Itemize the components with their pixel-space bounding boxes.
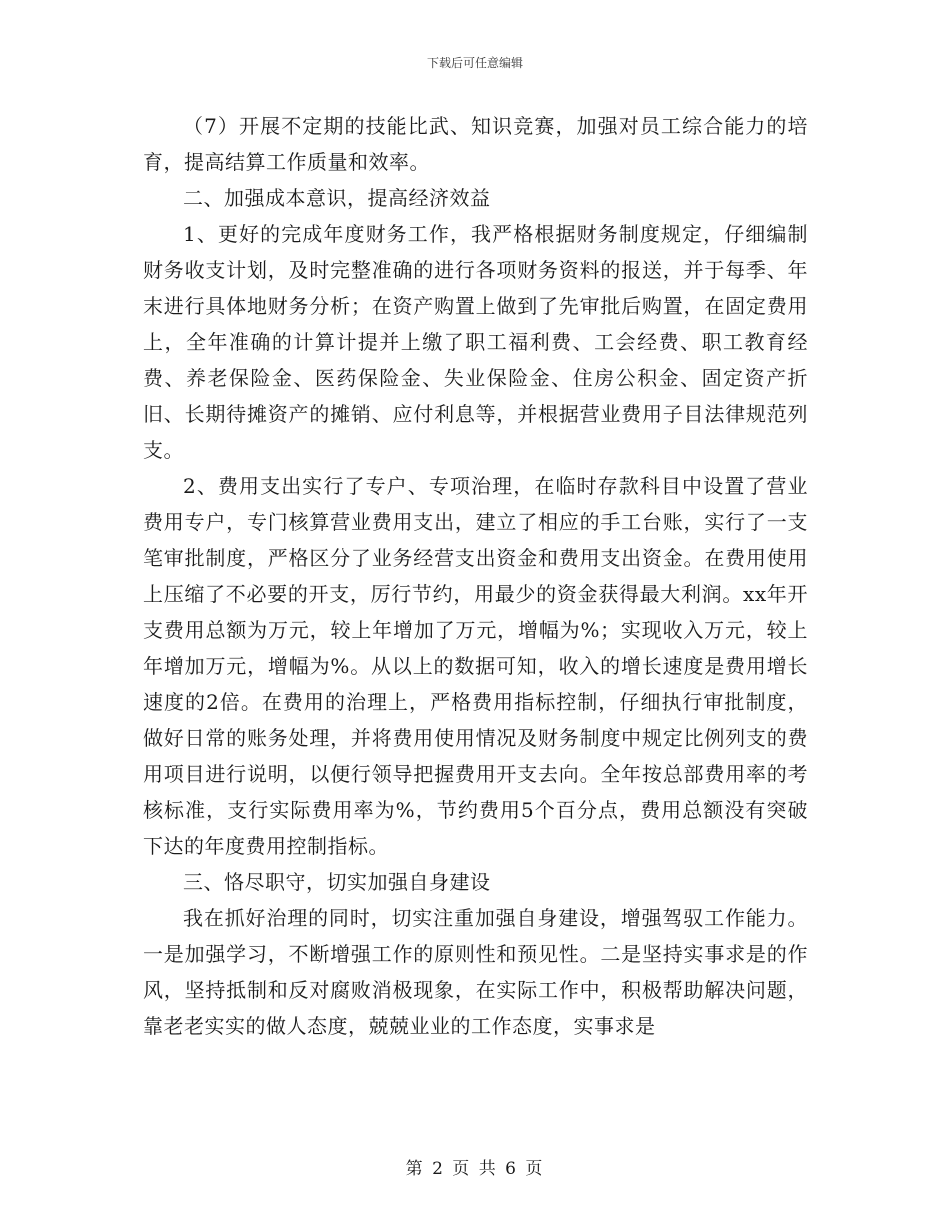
page-number: 第 2 页 共 6 页 — [405, 1159, 545, 1179]
paragraph-training: （7）开展不定期的技能比武、知识竞赛，加强对员工综合能力的培育，提高结算工作质量和效率。 — [143, 114, 808, 174]
paragraph-expense-management: 2、费用支出实行了专户、专项治理，在临时存款科目中设置了营业费用专户，专门核算营业费用支出，建立了相应的手工台账，实行了一支笔审批制度，严格区分了业务经营支出资金和费用支出资金。在费用使用上压缩了不必要的开支，厉行节约，用最少的资金获得最大利润。xx年开支费用总额为万元，较上年增加了万元，增幅为%；实现收入万元，较上年增加万元，增幅为%。从以上的数据可知，收入的增长速度是费用增长速度的2倍。在费用的治理上，严格费用指标控制，仔细执行审批制度，做好日常的账务处理，并将费用使用情况及财务制度中规定比例列支的费用项目进行说明，以便行领导把握费用开支去向。全年按总部费用率的考核标准，支行实际费用率为%，节约费用5个百分点，费用总额没有突破下达的年度费用控制指标。 — [143, 474, 808, 858]
section-heading-cost: 二、加强成本意识，提高经济效益 — [183, 186, 491, 210]
document-body — [143, 108, 808, 1044]
header-note: 下载后可任意编辑 — [426, 56, 523, 70]
section-heading-self-building: 三、恪尽职守，切实加强自身建设 — [183, 870, 491, 894]
paragraph-finance-work: 1、更好的完成年度财务工作，我严格根据财务制度规定，仔细编制财务收支计划，及时完整准确的进行各项财务资料的报送，并于每季、年末进行具体地财务分析；在资产购置上做到了先审批后购置，在固定费用上，全年准确的计算计提并上缴了职工福利费、工会经费、职工教育经费、养老保险金、医药保险金、失业保险金、住房公积金、固定资产折旧、长期待摊资产的摊销、应付利息等，并根据营业费用子目法律规范列支。 — [143, 222, 808, 462]
paragraph-self-building: 我在抓好治理的同时，切实注重加强自身建设，增强驾驭工作能力。一是加强学习，不断增强工作的原则性和预见性。二是坚持实事求是的作风，坚持抵制和反对腐败消极现象，在实际工作中，积极帮助解决问题，靠老老实实的做人态度，兢兢业业的工作态度，实事求是 — [143, 906, 808, 1038]
